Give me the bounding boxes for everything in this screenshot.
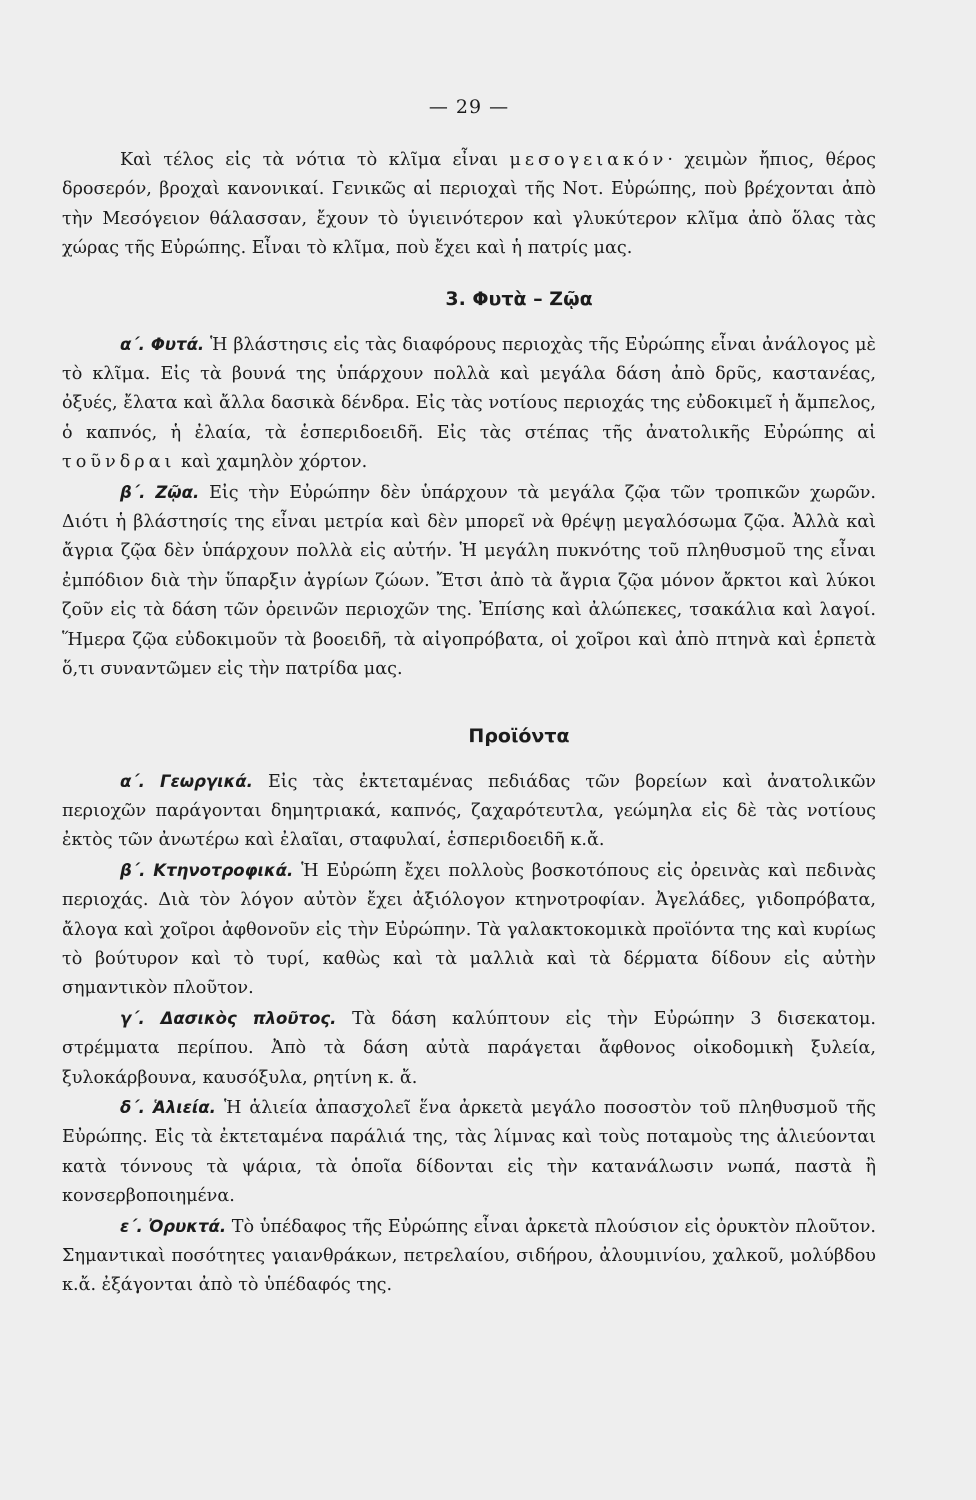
product-paragraph [62,1212,876,1301]
product-label: ε΄. Ὀρυκτά. [120,1216,227,1236]
intro-text-2: · χειμὼν ἤπιος, θέρος δροσερόν, βροχαὶ κανονικαί. Γενικῶς αἱ περιοχαὶ τῆς Νοτ. Εὐρώπης, ποὺ βρέχονται ἀπὸ τὴν Μεσόγειον θάλασσαν, ἔχουν τὸ ὑγιεινότερον καὶ γλυκύτερον κλῖμα ἀπὸ ὅλας τὰς χώρας τῆς Εὐρώπης. Εἶναι τὸ κλῖμα, ποὺ ἔχει καὶ ἡ πατρίς μας. [62,150,876,259]
product-text: Εἰς τὰς ἐκτεταμένας πεδιάδας τῶν βορείων καὶ ἀνατολικῶν περιοχῶν παράγονται δημητριακά, καπνός, ζαχαρότευτλα, γεώμηλα εἰς δὲ τὰς νοτίους ἐκτὸς τῶν ἀνωτέρω καὶ ἐλαῖαι, σταφυλαί, ἑσπεριδοειδῆ κ.ἄ. [62,771,877,851]
product-paragraph [62,856,876,1004]
product-label: γ΄. Δασικὸς πλοῦτος. [120,1008,337,1028]
product-text: Τὰ δάση καλύπτουν εἰς τὴν Εὐρώπην 3 δισεκατομ. στρέμματα περίπου. Ἀπὸ τὰ δάση αὐτὰ παράγεται ἄφθονος οἰκοδομικὴ ξυλεία, ξυλοκάρβουνα, καυσόξυλα, ρητίνη κ. ἄ. [62,1008,876,1088]
product-text: Ἡ ἁλιεία ἀπασχολεῖ ἕνα ἀρκετὰ μεγάλο ποσοστὸν τοῦ πληθυσμοῦ τῆς Εὐρώπης. Εἰς τὰ ἐκτεταμένα παράλιά της, τὰς λίμνας καὶ τοὺς ποταμοὺς της ἁλιεύονται κατὰ τόννους τὰ ψάρια, τὰ ὁποῖα δίδονται εἰς τὴν κατανάλωσιν νωπά, παστὰ ἢ κονσερβοποιημένα. [62,1097,876,1207]
product-text: Τὸ ὑπέδαφος τῆς Εὐρώπης εἶναι ἀρκετὰ πλούσιον εἰς ὀρυκτὸν πλοῦτον. Σημαντικαὶ ποσότητες γαιανθράκων, πετρελαίου, σιδήρου, ἀλουμινίου, χαλκοῦ, μολύβδου κ.ἄ. ἐξάγονται ἀπὸ τὸ ὑπέδαφός της. [62,1216,876,1296]
section-heading-products: Προϊόντα [468,724,570,747]
intro-spaced-term: μεσογειακόν [509,150,668,170]
section-heading-plants-animals: 3. Φυτὰ – Ζῷα [445,287,593,310]
plants-label: α΄. Φυτά. [120,334,205,354]
plants-text-2: καὶ χαμηλὸν χόρτον. [175,452,368,473]
intro-text-1: Καὶ τέλος εἰς τὰ νότια τὸ κλῖμα εἶναι [120,150,510,170]
product-paragraph [62,767,876,856]
animals-paragraph [62,478,876,685]
product-label: δ΄. Ἁλιεία. [120,1097,216,1117]
plants-text-1: Ἡ βλάστησις εἰς τὰς διαφόρους περιοχὰς τῆς Εὐρώπης εἶναι ἀνάλογος μὲ τὸ κλῖμα. Εἰς τὰ βουνά της ὑπάρχουν πολλὰ καὶ μεγάλα δάση ἀπὸ δρῦς, καστανέας, ὀξυές, ἔλατα καὶ ἄλλα δασικὰ δένδρα. Εἰς τὰς νοτίους περιοχάς της εὐδοκιμεῖ ἡ ἄμπελος, ὁ καπνός, ἡ ἐλαία, τὰ ἑσπεριδοειδῆ. Εἰς τὰς στέπας τῆς ἀνατολικῆς Εὐρώπης αἱ [62,334,876,443]
product-paragraph [62,1004,876,1093]
animals-label: β΄. Ζῷα. [120,482,200,502]
product-label: β΄. Κτηνοτροφικά. [120,860,294,880]
plants-paragraph [62,330,876,478]
product-text: Ἡ Εὐρώπη ἔχει πολλοὺς βοσκοτόπους εἰς ὀρεινὰς καὶ πεδινὰς περιοχάς. Διὰ τὸν λόγον αὐτὸν ἔχει ἀξιόλογον κτηνοτροφίαν. Ἀγελάδες, γιδοπρόβατα, ἄλογα καὶ χοῖροι ἀφθονοῦν εἰς τὴν Εὐρώπην. Τὰ γαλακτοκομικὰ προϊόντα της καὶ κυρίως τὸ βούτυρον καὶ τὸ τυρί, καθὼς καὶ τὰ μαλλιὰ καὶ τὰ δέρματα δίδουν εἰς αὐτὴν σημαντικὸν πλοῦτον. [62,860,876,999]
product-paragraph [62,1093,876,1212]
intro-paragraph [62,146,876,264]
plants-spaced-term: τοῦνδραι [62,452,176,473]
page-number: — 29 — [428,96,510,118]
product-label: α΄. Γεωργικά. [120,771,253,791]
animals-text: Εἰς τὴν Εὐρώπην δὲν ὑπάρχουν τὰ μεγάλα ζῷα τῶν τροπικῶν χωρῶν. Διότι ἡ βλάστησίς της εἶναι μετρία καὶ δὲν μπορεῖ νὰ θρέψῃ μεγαλόσωμα ζῷα. Ἀλλὰ καὶ ἄγρια ζῷα δὲν ὑπάρχουν πολλὰ εἰς αὐτήν. Ἡ μεγάλη πυκνότης τοῦ πληθυσμοῦ της εἶναι ἐμπόδιον διὰ τὴν ὕπαρξιν ἀγρίων ζώων. Ἔτσι ἀπὸ τὰ ἄγρια ζῷα μόνον ἄρκτοι καὶ λύκοι ζοῦν εἰς τὰ δάση τῶν ὀρεινῶν περιοχῶν της. Ἐπίσης καὶ ἀλώπεκες, τσακάλια καὶ λαγοί. Ἥμερα ζῷα εὐδοκιμοῦν τὰ βοοειδῆ, τὰ αἰγοπρόβατα, οἱ χοῖροι καὶ ἀπὸ πτηνὰ καὶ ἑρπετὰ ὅ,τι συναντῶμεν εἰς τὴν πατρίδα μας. [62,482,877,680]
